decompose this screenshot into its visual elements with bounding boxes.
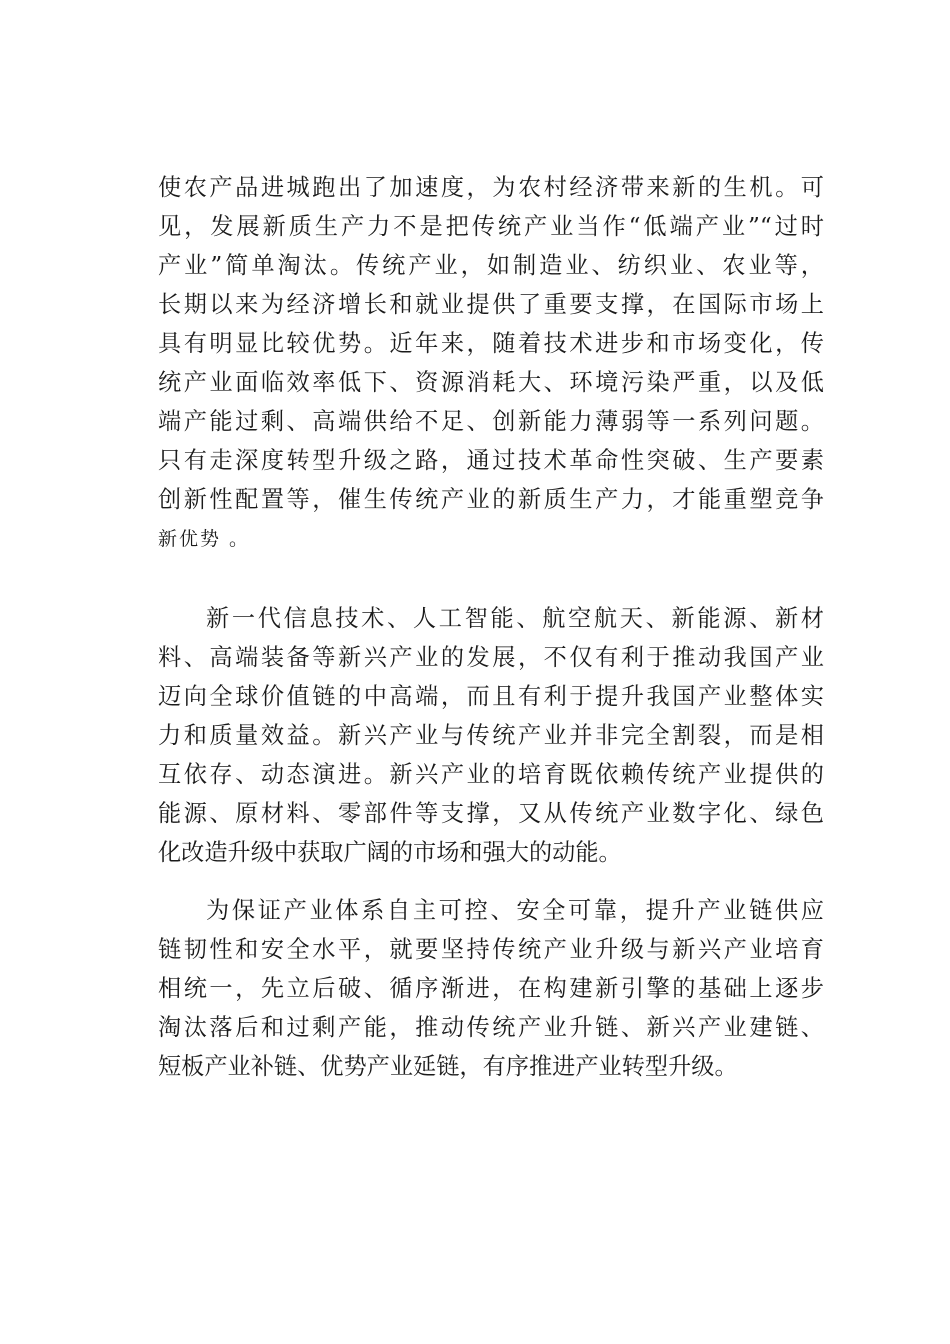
paragraph-line: 新优势 。 [158, 528, 251, 550]
paragraph-line: 统产业面临效率低下、资源消耗大、环境污染严重，以及低 [158, 369, 824, 396]
paragraph-line: 使农产品进城跑出了加速度，为农村经济带来新的生机。可 [158, 174, 824, 201]
paragraph-line: 链韧性和安全水平，就要坚持传统产业升级与新兴产业培育 [158, 936, 824, 963]
paragraph-line: 短板产业补链、优势产业延链，有序推进产业转型升级。 [158, 1053, 738, 1080]
paragraph-line: 创新性配置等，催生传统产业的新质生产力，才能重塑竞争 [158, 486, 824, 513]
paragraph-line: 力和质量效益。新兴产业与传统产业并非完全割裂，而是相 [158, 722, 824, 749]
paragraph-line: 只有走深度转型升级之路，通过技术革命性突破、生产要素 [158, 447, 824, 474]
paragraph-line: 端产能过剩、高端供给不足、创新能力薄弱等一系列问题。 [158, 408, 824, 435]
paragraph-line: 相统一，先立后破、循序渐进，在构建新引擎的基础上逐步 [158, 975, 824, 1002]
paragraph-line: 化改造升级中获取广阔的市场和强大的动能。 [158, 839, 622, 866]
paragraph-line: 见，发展新质生产力不是把传统产业当作“低端产业”“过时 [158, 213, 824, 240]
paragraph-line: 迈向全球价值链的中高端，而且有利于提升我国产业整体实 [158, 683, 824, 710]
paragraph-line: 能源、原材料、零部件等支撑，又从传统产业数字化、绿色 [158, 800, 824, 827]
paragraph-line: 料、高端装备等新兴产业的发展，不仅有利于推动我国产业 [158, 644, 824, 671]
paragraph-line: 长期以来为经济增长和就业提供了重要支撑，在国际市场上 [158, 291, 824, 318]
paragraph-line: 具有明显比较优势。近年来，随着技术进步和市场变化，传 [158, 330, 824, 357]
paragraph-line: 新一代信息技术、人工智能、航空航天、新能源、新材 [206, 605, 824, 632]
paragraph-line: 为保证产业体系自主可控、安全可靠，提升产业链供应 [206, 897, 824, 924]
paragraph-line: 互依存、动态演进。新兴产业的培育既依赖传统产业提供的 [158, 761, 824, 788]
paragraph-line: 产业”简单淘汰。传统产业，如制造业、纺织业、农业等， [158, 252, 824, 279]
paragraph-line: 淘汰落后和过剩产能，推动传统产业升链、新兴产业建链、 [158, 1014, 824, 1041]
